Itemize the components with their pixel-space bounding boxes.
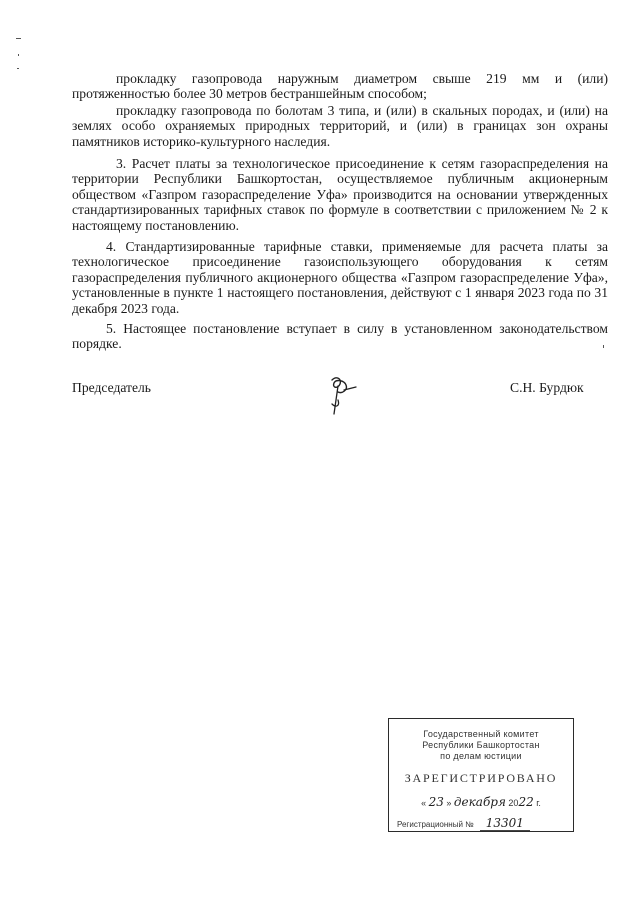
stamp-date-month: декабря [453, 795, 506, 809]
stamp-date-year-prefix: 20 [508, 798, 519, 808]
stamp-reg-label: Регистрационный № [397, 820, 474, 829]
chairman-name: С.Н. Бурдюк [510, 380, 584, 395]
stamp-organization [389, 729, 573, 762]
scan-speck [16, 38, 21, 39]
stamp-date-suffix: г. [536, 798, 541, 808]
paragraph-pipeline-diameter: прокладку газопровода наружным диаметром свыше 219 мм и (или) протяженностью более 30 метров бестраншейным способом; [72, 71, 608, 102]
stamp-date [389, 795, 573, 810]
scan-speck [18, 54, 19, 56]
paragraph-item-5: 5. Настоящее постановление вступает в силу в установленном законодательством порядке. [72, 321, 608, 352]
chairman-title: Председатель [72, 380, 151, 395]
paragraph-item-4: 4. Стандартизированные тарифные ставки, применяемые для расчета платы за технологическое присоединение газоиспользующего оборудования к сетям газораспределения публичного акционерного общества «Газпром газораспределение Уфа», установленные в пункте 1 настоящего постановления, действуют с 1 января 2023 года по 31 декабря 2023 года. [72, 239, 608, 316]
stamp-date-year: 22 [518, 795, 534, 809]
stamp-registration-number [397, 817, 530, 831]
scan-speck [17, 68, 19, 69]
stamp-org-line: по делам юстиции [440, 751, 522, 761]
stamp-org-line: Республики Башкортостан [422, 740, 540, 750]
stamp-date-close: » [446, 798, 452, 808]
stamp-date-day: 23 [428, 795, 444, 809]
stamp-date-open: « [421, 798, 427, 808]
stamp-registered: ЗАРЕГИСТРИРОВАНО [404, 771, 558, 785]
stamp-org-line: Государственный комитет [423, 729, 539, 739]
paragraph-pipeline-swamps: прокладку газопровода по болотам 3 типа, и (или) в скальных породах, и (или) на землях особо охраняемых природных территорий, и (или) в границах зон охраны памятников историко-культурного наследия. [72, 103, 608, 149]
stamp-reg-number: 13301 [480, 816, 530, 831]
paragraph-item-3: 3. Расчет платы за технологическое присоединение к сетям газораспределения на территории Республики Башкортостан, осуществляемое публичным акционерным обществом «Газпром газораспределение Уфа» производится на основании утвержденных стандартизированных тарифных ставок по формуле в соответствии с приложением № 2 к настоящему постановлению. [72, 156, 608, 233]
signature-icon [318, 370, 366, 418]
registration-stamp [388, 718, 574, 832]
